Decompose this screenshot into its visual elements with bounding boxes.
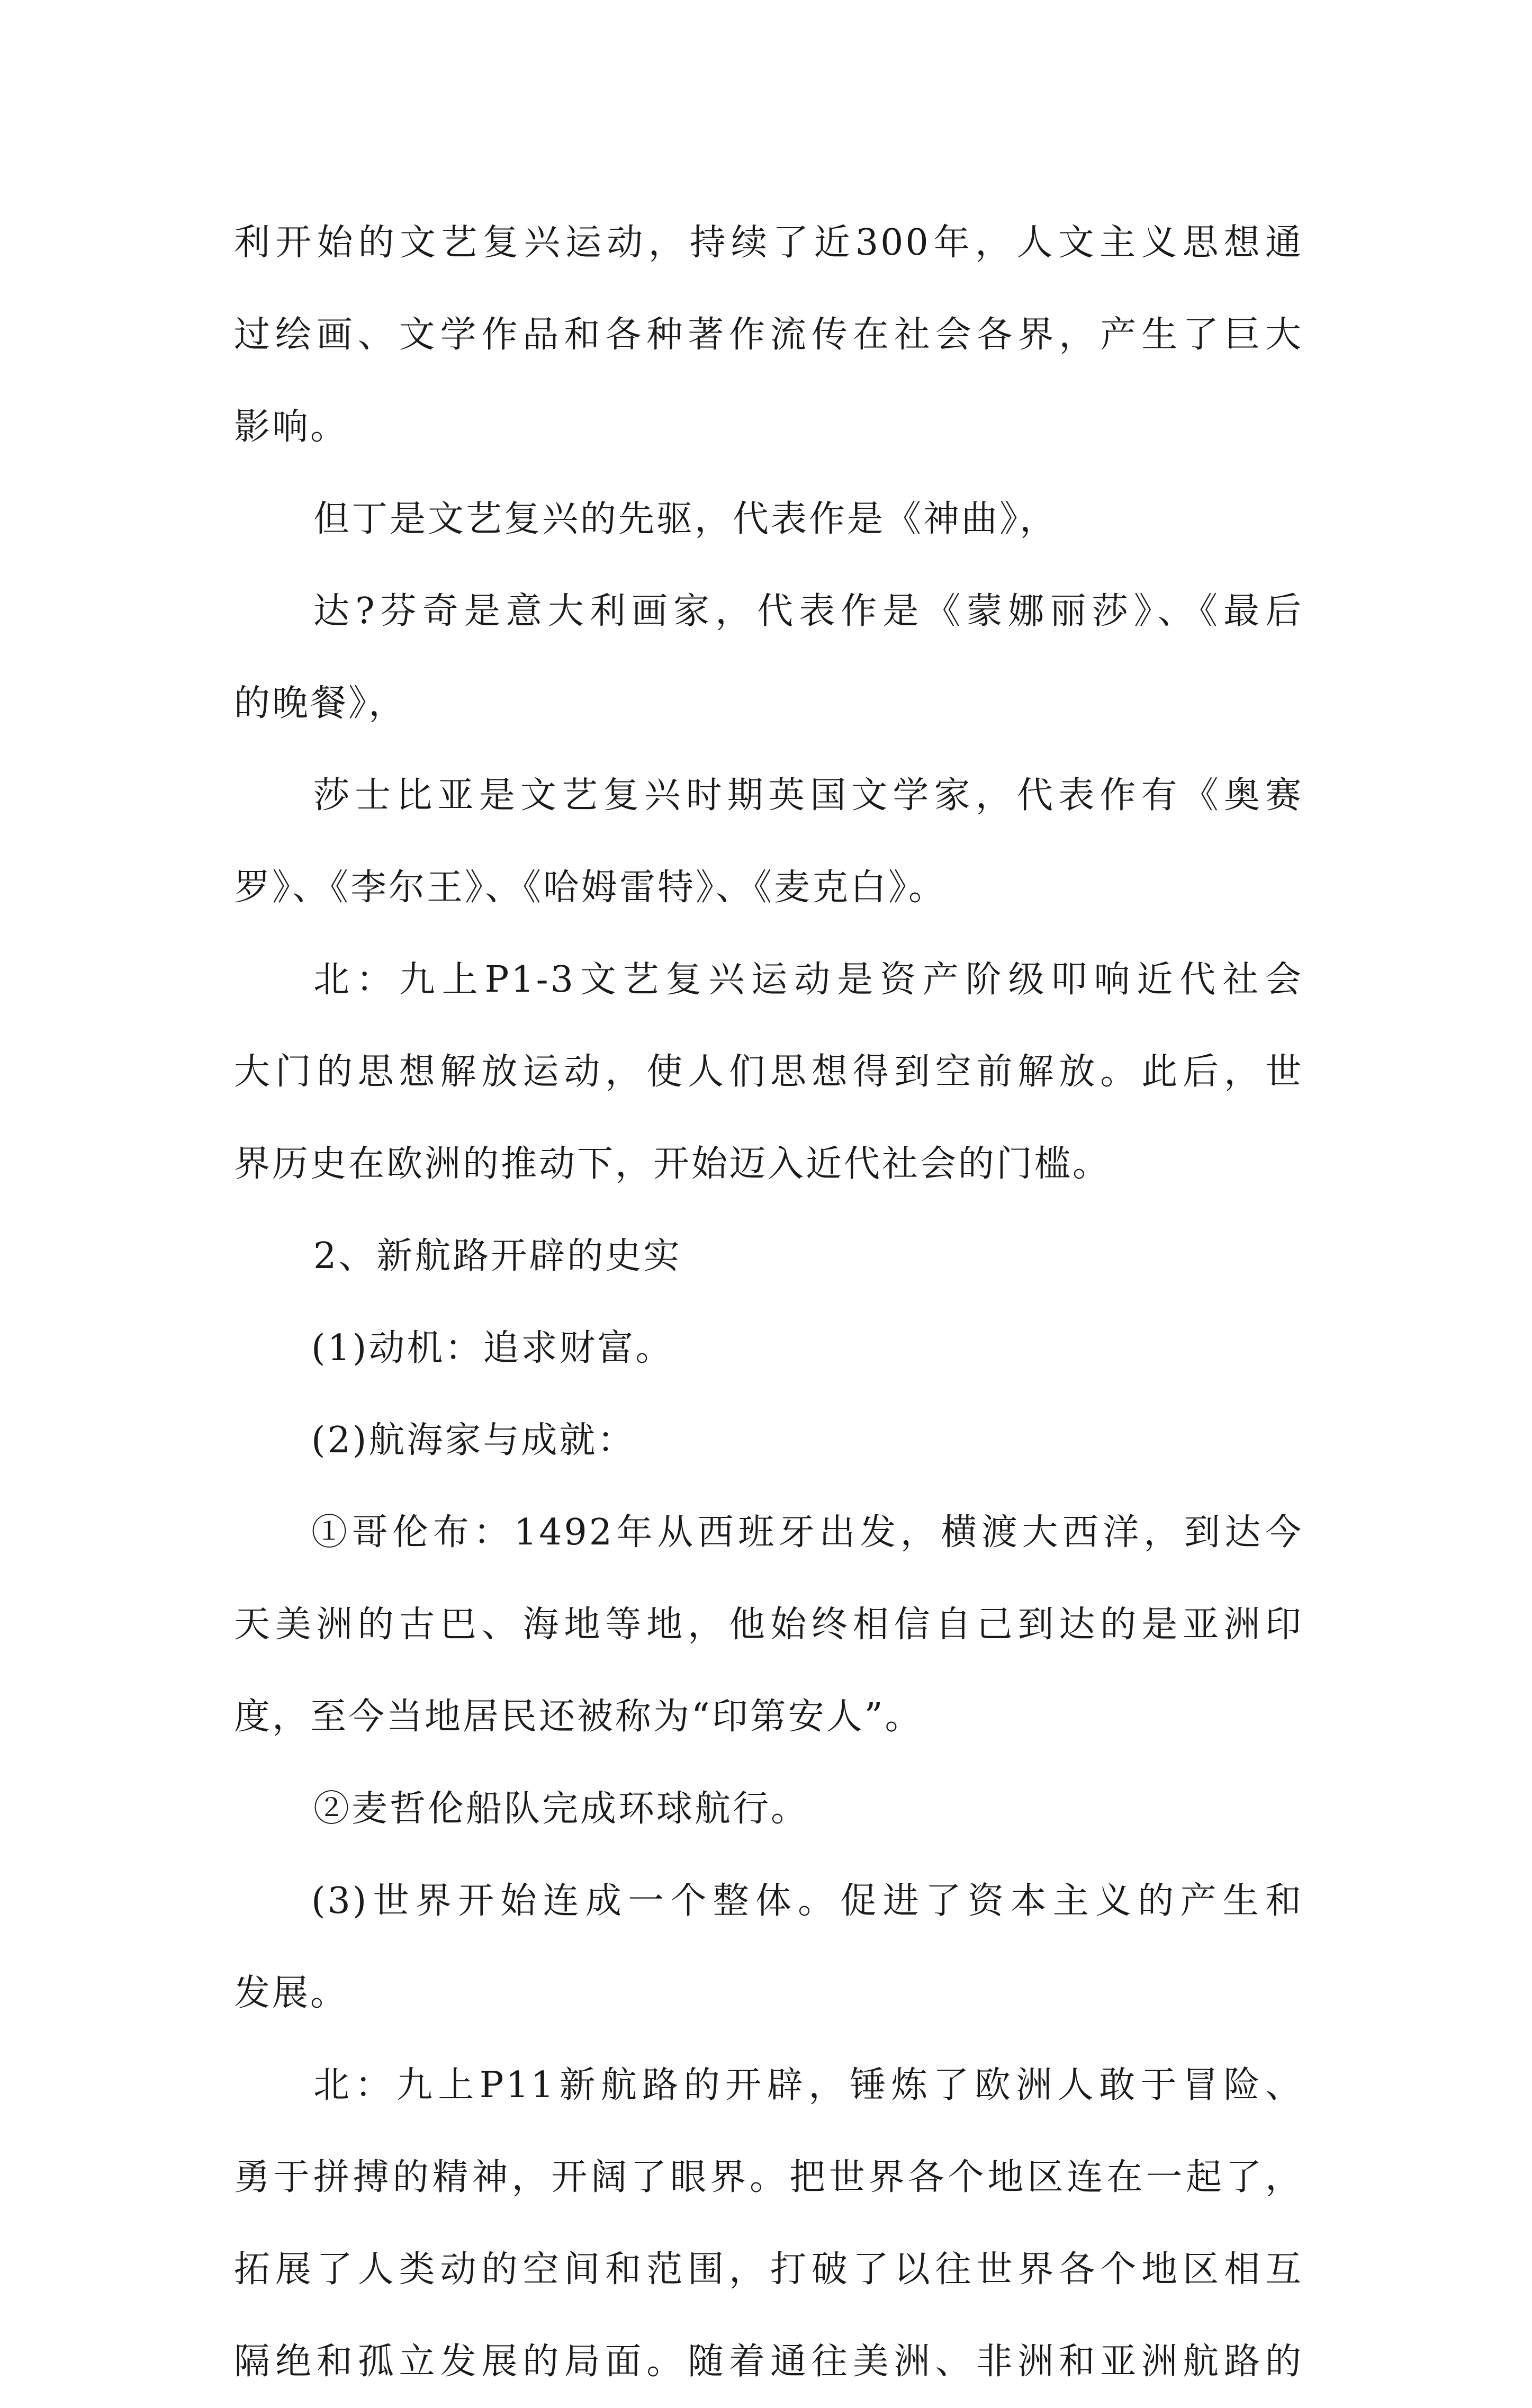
text-line: 勇于拼搏的精神，开阔了眼界。把世界各个地区连在一起了， — [234, 2157, 1303, 2198]
text-line: 北：九上P1-3文艺复兴运动是资产阶级叩响近代社会 — [313, 959, 1303, 1001]
text-line: 拓展了人类动的空间和范围，打破了以往世界各个地区相互 — [234, 2249, 1303, 2290]
text-line: 罗》、《李尔王》、《哈姆雷特》、《麦克白》。 — [234, 867, 947, 909]
text-line: 隔绝和孤立发展的局面。随着通往美洲、非洲和亚洲航路的 — [234, 2341, 1303, 2383]
text-line: 发展。 — [234, 1972, 349, 2014]
text-line: 达?芬奇是意大利画家，代表作是《蒙娜丽莎》、《最后 — [313, 590, 1303, 632]
text-line: 北：九上P11新航路的开辟，锤炼了欧洲人敢于冒险、 — [313, 2064, 1303, 2106]
text-line: (2)航海家与成就： — [311, 1419, 636, 1461]
text-line: 但丁是文艺复兴的先驱，代表作是《神曲》， — [313, 498, 1058, 540]
text-line: ②麦哲伦船队完成环球航行。 — [313, 1788, 809, 1830]
text-line: 界历史在欧洲的推动下，开始迈入近代社会的门槛。 — [234, 1143, 1111, 1185]
text-line: 大门的思想解放运动，使人们思想得到空前解放。此后，世 — [234, 1051, 1303, 1093]
text-line: (1)动机：追求财富。 — [311, 1327, 674, 1369]
text-line: 过绘画、文学作品和各种著作流传在社会各界，产生了巨大 — [234, 314, 1303, 356]
text-line: 利开始的文艺复兴运动，持续了近300年，人文主义思想通 — [234, 222, 1303, 264]
text-line: 影响。 — [234, 406, 349, 448]
document-body — [234, 197, 1303, 2408]
text-line: 2、新航路开辟的史实 — [313, 1235, 682, 1277]
text-line: 度，至今当地居民还被称为“印第安人”。 — [234, 1696, 923, 1738]
text-line: 莎士比亚是文艺复兴时期英国文学家，代表作有《奥赛 — [313, 775, 1303, 816]
text-line: (3)世界开始连成一个整体。促进了资本主义的产生和 — [311, 1880, 1303, 1922]
text-line: ①哥伦布：1492年从西班牙出发，横渡大西洋，到达今 — [311, 1512, 1303, 1553]
text-line: 天美洲的古巴、海地等地，他始终相信自己到达的是亚洲印 — [234, 1604, 1303, 1646]
text-line: 的晚餐》， — [234, 682, 407, 724]
